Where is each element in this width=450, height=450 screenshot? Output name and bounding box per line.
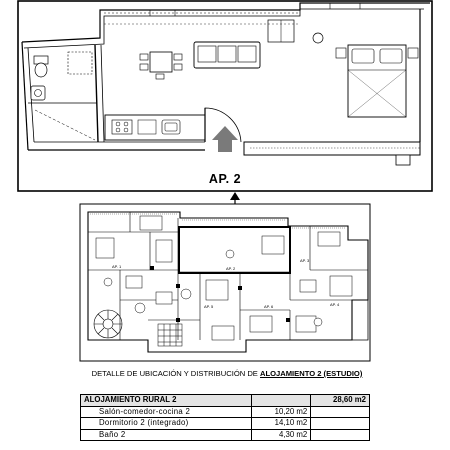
caption-prefix: DETALLE DE UBICACIÓN Y DISTRIBUCIÓN DE	[91, 369, 260, 378]
plan-caption	[72, 369, 382, 378]
areas-table	[80, 394, 370, 441]
table-title: ALOJAMIENTO RURAL 2	[81, 395, 252, 407]
unit-tag-1: AP. 1	[112, 264, 122, 269]
room-name: Baño 2	[81, 429, 252, 441]
table-row	[81, 418, 370, 430]
unit-tag-5: AP. 5	[204, 304, 214, 309]
unit-tag-3: AP. 3	[300, 258, 310, 263]
room-area: 14,10 m2	[252, 418, 311, 430]
room-name: Salón-comedor-cocina 2	[81, 406, 252, 418]
unit-tag-6: AP. 6	[264, 304, 274, 309]
room-name: Dormitorio 2 (integrado)	[81, 418, 252, 430]
caption-highlight: ALOJAMIENTO 2 (ESTUDIO)	[259, 369, 363, 378]
room-area: 4,30 m2	[252, 429, 311, 441]
apartment-label: AP. 2	[208, 172, 242, 186]
table-header-row	[81, 395, 370, 407]
room-total-empty	[311, 429, 370, 441]
table-total: 28,60 m2	[311, 395, 370, 407]
table-row	[81, 406, 370, 418]
room-area: 10,20 m2	[252, 406, 311, 418]
table-header-empty	[252, 395, 311, 407]
room-total-empty	[311, 418, 370, 430]
table-row	[81, 429, 370, 441]
room-total-empty	[311, 406, 370, 418]
unit-tag-4: AP. 4	[330, 302, 340, 307]
unit-tag-2: AP. 2	[226, 266, 236, 271]
